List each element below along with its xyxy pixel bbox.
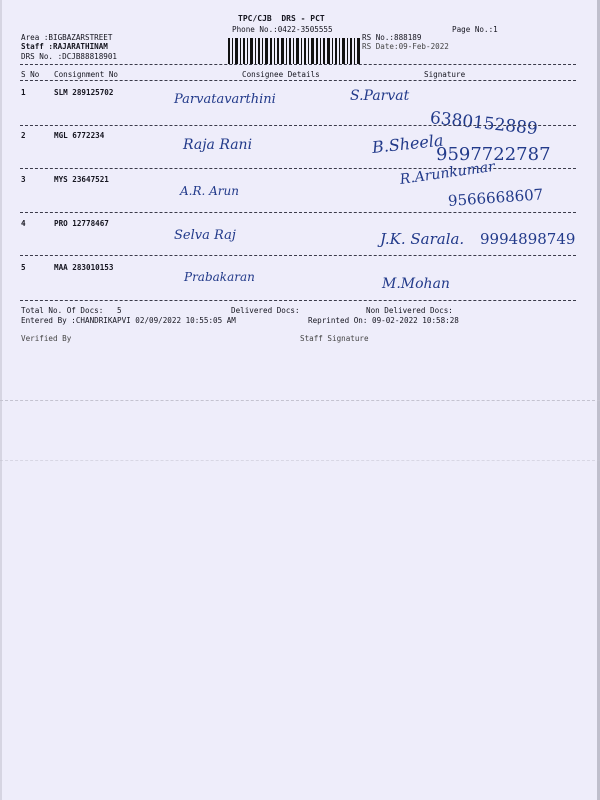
receiver-phone: 9566668607: [447, 185, 544, 210]
receiver-signature: B.Sheela: [371, 130, 445, 157]
staff-label: Staff :RAJARATHINAM: [21, 42, 108, 51]
consignment-number: MAA 283010153: [54, 263, 114, 272]
receiver-phone: 9597722787: [436, 144, 551, 165]
consignment-number: SLM 289125702: [54, 88, 114, 97]
consignee-name: Raja Rani: [183, 137, 253, 153]
entered-by: Entered By :CHANDRIKAPVI 02/09/2022 10:55:05 AM: [21, 316, 236, 325]
row-divider: [20, 212, 576, 213]
barcode: [228, 38, 362, 64]
row-sno: 1: [21, 88, 26, 97]
col-consignment: Consignment No: [54, 70, 119, 79]
consignee-name: Prabakaran: [184, 270, 255, 284]
receiver-signature: S.Parvat: [350, 88, 410, 104]
drs-number: DRS No. :DCJB88818901: [21, 52, 118, 61]
column-divider: [20, 80, 576, 81]
scan-artifact-line: [0, 460, 600, 461]
col-sno: S No: [21, 70, 40, 79]
reprinted-on: Reprinted On: 09-02-2022 10:58:28: [308, 316, 459, 325]
row-divider: [20, 255, 576, 256]
row-divider: [20, 125, 576, 126]
consignment-number: MYS 23647521: [54, 175, 109, 184]
row-divider: [20, 300, 576, 301]
row-sno: 3: [21, 175, 26, 184]
row-sno: 2: [21, 131, 26, 140]
consignee-name: Parvatavarthini: [174, 92, 276, 107]
receiver-signature: M.Mohan: [382, 276, 450, 292]
receiver-phone: 9994898749: [480, 230, 576, 248]
delivered-docs: Delivered Docs:: [231, 306, 300, 315]
scan-artifact-line: [0, 400, 600, 401]
phone-number: Phone No.:0422-3505555: [232, 25, 333, 34]
consignment-number: MGL 6772234: [54, 131, 105, 140]
consignee-name: A.R. Arun: [180, 184, 240, 198]
staff-signature: Staff Signature: [300, 334, 369, 343]
receiver-signature: R.Arunkumar: [398, 158, 496, 188]
header-divider: [20, 64, 576, 65]
total-docs: Total No. Of Docs: 5: [21, 306, 122, 315]
non-delivered-docs: Non Delivered Docs:: [366, 306, 453, 315]
receiver-signature: J.K. Sarala.: [380, 230, 465, 248]
rs-number: RS No.:888189: [362, 33, 422, 42]
consignment-number: PRO 12778467: [54, 219, 109, 228]
consignee-name: Selva Raj: [174, 228, 236, 243]
row-sno: 5: [21, 263, 26, 272]
row-sno: 4: [21, 219, 26, 228]
area-label: Area :BIGBAZARSTREET: [21, 33, 113, 42]
doc-title: TPC/CJB DRS - PCT: [238, 14, 325, 23]
receiver-phone: 6380152889: [428, 108, 539, 140]
rs-date: RS Date:09-Feb-2022: [362, 42, 449, 51]
col-consignee: Consignee Details: [242, 70, 320, 79]
col-signature: Signature: [424, 70, 466, 79]
verified-by: Verified By: [21, 334, 72, 343]
page-number: Page No.:1: [452, 25, 498, 34]
